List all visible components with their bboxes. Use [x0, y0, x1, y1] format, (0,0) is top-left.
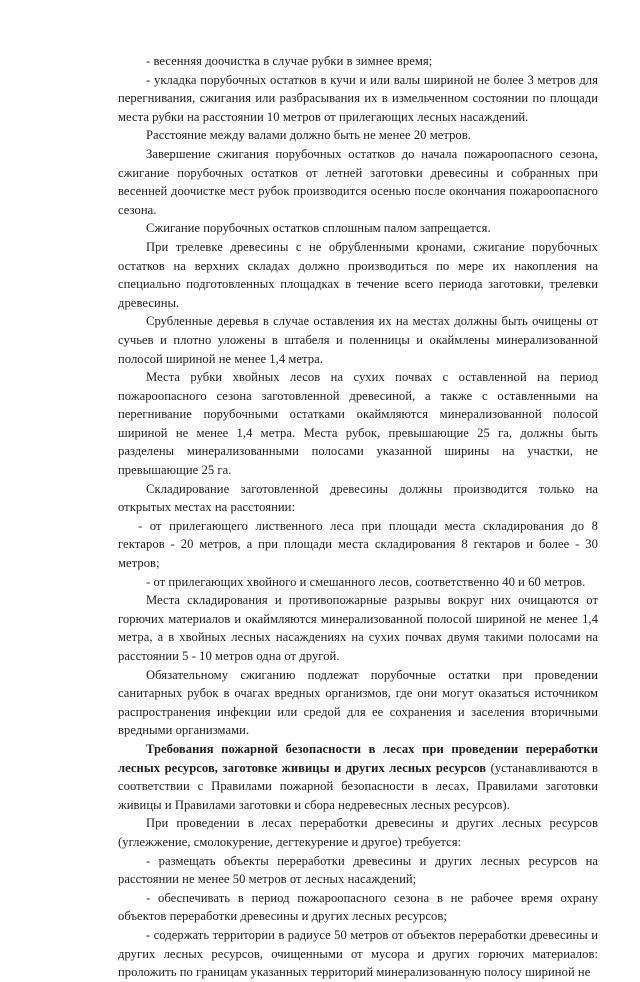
paragraph-5: Сжигание порубочных остатков сплошным палом запрещается. [146, 221, 491, 236]
paragraph-8: Места рубки хвойных лесов на сухих почвах с оставленной на период пожароопасного сезона заготовленной древесиной, а также с оставленными на перегнивание порубочными остатками окаймляются минерализованной полосой шириной не менее 1,4 метра. Места рубок, превышающие 25 га, должны быть разделены минерализованными полосами указанной ширины на участки, не превышающие 25 га. [118, 370, 598, 478]
paragraph-14 [118, 740, 598, 814]
paragraph-17: - обеспечивать в период пожароопасного сезона в не рабочее время охрану объектов переработки древесины и других лесных ресурсов; [118, 890, 598, 924]
paragraph-11: - от прилегающих хвойного и смешанного лесов, соответственно 40 и 60 метров. [146, 574, 586, 589]
paragraph-18: - содержать территории в радиусе 50 метров от объектов переработки древесины и других лесных ресурсов, очищенными от мусора и других горючих материалов: проложить по границам указанных территорий минерализованную полосу шириной не [118, 927, 598, 980]
section-heading-note: (устанавливаются в соответствии с Правилами пожарной безопасности в лесах, Правилами заготовки живицы и Правилами заготовки и сбора недревесных лесных ресурсов). [118, 760, 598, 812]
paragraph-13: Обязательному сжиганию подлежат порубочные остатки при проведении санитарных рубок в очагах вредных организмов, где они могут оказаться источником распространения инфекции или средой для ее сохранения и заселения вторичными вредными организмами. [118, 667, 598, 738]
paragraph-15: При проведении в лесах переработки древесины и других лесных ресурсов (углежжение, смолокурение, дегтекурение и другое) требуется: [118, 816, 598, 849]
paragraph-10: - от прилегающего лиственного леса при площади места складирования до 8 гектаров - 20 метров, а при площади места складирования 8 гектаров и более - 30 метров; [118, 518, 598, 571]
paragraph-9: Складирование заготовленной древесины должны производится только на открытых местах на расстоянии: [118, 481, 598, 515]
paragraph-4: Завершение сжигания порубочных остатков до начала пожароопасного сезона, сжигание порубочных остатков от летней заготовки древесины и собранных при весенней доочистке мест рубок производится осенью после окончания пожароопасного сезона. [118, 146, 598, 217]
document-body [118, 52, 598, 982]
paragraph-6: При трелевке древесины с не обрубленными кронами, сжигание порубочных остатков на верхних складах должно производиться по мере их накопления на специально подготовленных площадках в течение всего периода заготовки, трелевки древесины. [118, 239, 598, 310]
paragraph-12: Места складирования и противопожарные разрывы вокруг них очищаются от горючих материалов и окаймляются минерализованной полосой шириной не менее 1,4 метра, а в хвойных лесных насаждениях на сухих почвах двумя такими полосами на расстоянии 5 - 10 метров одна от другой. [118, 593, 598, 663]
paragraph-1: - весенняя доочистка в случае рубки в зимнее время; [146, 54, 433, 68]
paragraph-3: Расстояние между валами должно быть не менее 20 метров. [146, 128, 471, 143]
paragraph-2: - укладка порубочных остатков в кучи и или валы шириной не более 3 метров для перегнивания, сжигания или разбрасывания их в измельченном состоянии по площади места рубки на расстоянии 10 метров от прилегающих лесных насаждений. [118, 72, 598, 124]
section-heading: Требования пожарной безопасности в лесах при проведении переработки лесных ресурсов, заготовке живицы и других лесных ресурсов [118, 741, 598, 775]
paragraph-16: - размещать объекты переработки древесины и других лесных ресурсов на расстоянии не менее 50 метров от лесных насаждений; [118, 853, 598, 887]
paragraph-7: Срубленные деревья в случае оставления их на местах должны быть очищены от сучьев и плотно уложены в штабеля и поленницы и окаймлены минерализованной полосой шириной не менее 1,4 метра. [118, 314, 598, 366]
